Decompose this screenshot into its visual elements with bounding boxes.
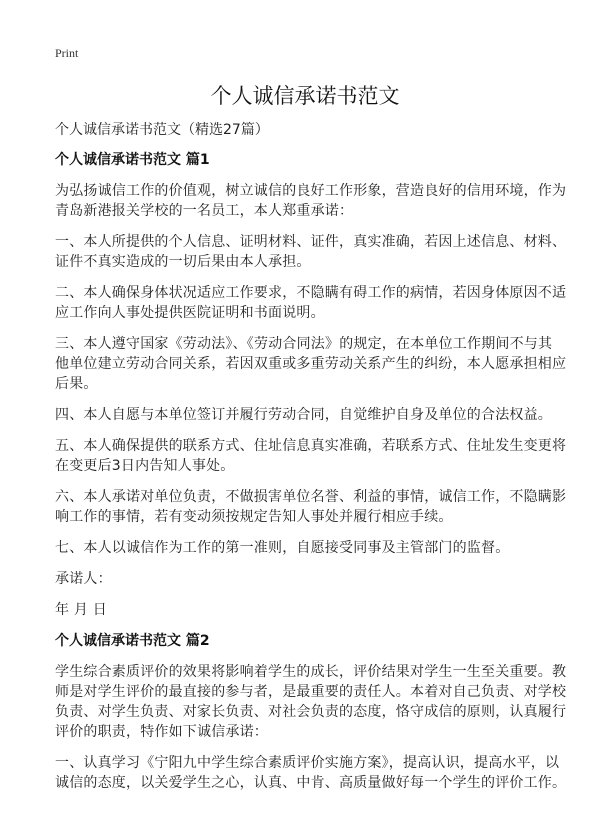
paragraph-line: 三、本人遵守国家《劳动法》、《劳动合同法》的规定，在本单位工作期间不与其 (55, 336, 553, 352)
paragraph (55, 753, 567, 793)
paragraph (55, 538, 555, 558)
section-heading: 个人诚信承诺书范文 篇2 (55, 633, 210, 649)
paragraph-line: 师是对学生评价的最直接的参与者，是最重要的责任人。本着对自己负责、对学校 (55, 684, 567, 700)
paragraph-line: 承诺人： (55, 571, 112, 587)
paragraph-line: 一、认真学习《宁阳九中学生综合素质评价实施方案》，提高认识，提高水平，以 (55, 755, 560, 771)
paragraph-line: 二、本人确保身体状况适应工作要求，不隐瞒有碍工作的病情，若因身体原因不适 (55, 285, 567, 301)
paragraph (55, 405, 555, 425)
paragraph-line: 他单位建立劳动合同关系，若因双重或多重劳动关系产生的纠纷，本人愿承担相应 (55, 356, 567, 372)
document-page (55, 46, 567, 804)
paragraph-line: 为弘扬诚信工作的价值观，树立诚信的良好工作形象，营造良好的信用环境，作为 (55, 183, 567, 199)
paragraph-line: 六、本人承诺对单位负责，不做损害单位名誉、利益的事情，诚信工作，不隐瞒影 (55, 489, 567, 505)
section-heading: 个人诚信承诺书范文 篇1 (55, 152, 210, 168)
paragraph-line: 响工作的事情，若有变动须按规定告知人事处并履行相应手续。 (55, 509, 453, 525)
paragraph (55, 283, 567, 323)
paragraph-line: 一、本人所提供的个人信息、证明材料、证件，真实准确，若因上述信息、材料、 (55, 234, 567, 250)
paragraph-line: 在变更后3日内告知人事处。 (55, 458, 235, 474)
print-link[interactable]: Print (55, 46, 79, 60)
paragraph-line: 评价的职责，特作如下诚信承诺： (55, 724, 268, 740)
paragraph-line: 五、本人确保提供的联系方式、住址信息真实准确，若联系方式、住址发生变更将 (55, 438, 567, 454)
paragraph-line: 负责、对学生负责、对家长负责、对社会负责的态度，恪守成信的原则，认真履行 (55, 704, 567, 720)
paragraph-line: 青岛新港报关学校的一名员工，本人郑重承诺： (55, 203, 354, 219)
paragraph-line: 学生综合素质评价的效果将影响着学生的成长，评价结果对学生一生至关重要。教 (55, 664, 567, 680)
paragraph-line: 应工作向人事处提供医院证明和书面说明。 (55, 305, 325, 321)
paragraph (55, 600, 555, 620)
paragraph (55, 662, 567, 742)
paragraph-line: 诚信的态度，以关爱学生之心，认真、中肯、高质量做好每一个学生的评价工作。 (55, 775, 567, 791)
paragraph (55, 181, 567, 221)
document-subtitle: 个人诚信承诺书范文（精选27篇） (55, 122, 269, 138)
paragraph-line: 证件不真实造成的一切后果由本人承担。 (55, 254, 311, 270)
paragraph-line: 四、本人自愿与本单位签订并履行劳动合同，自觉维护自身及单位的合法权益。 (55, 407, 552, 423)
document-body (55, 150, 567, 793)
paragraph (55, 436, 567, 476)
paragraph (55, 487, 567, 527)
paragraph-line: 年 月 日 (55, 602, 107, 618)
paragraph-line: 七、本人以诚信作为工作的第一准则，自愿接受同事及主管部门的监督。 (55, 540, 510, 556)
paragraph-line: 后果。 (55, 376, 98, 392)
paragraph (55, 334, 567, 394)
paragraph (55, 569, 555, 589)
paragraph (55, 232, 567, 272)
page-title: 个人诚信承诺书范文 (210, 84, 400, 108)
